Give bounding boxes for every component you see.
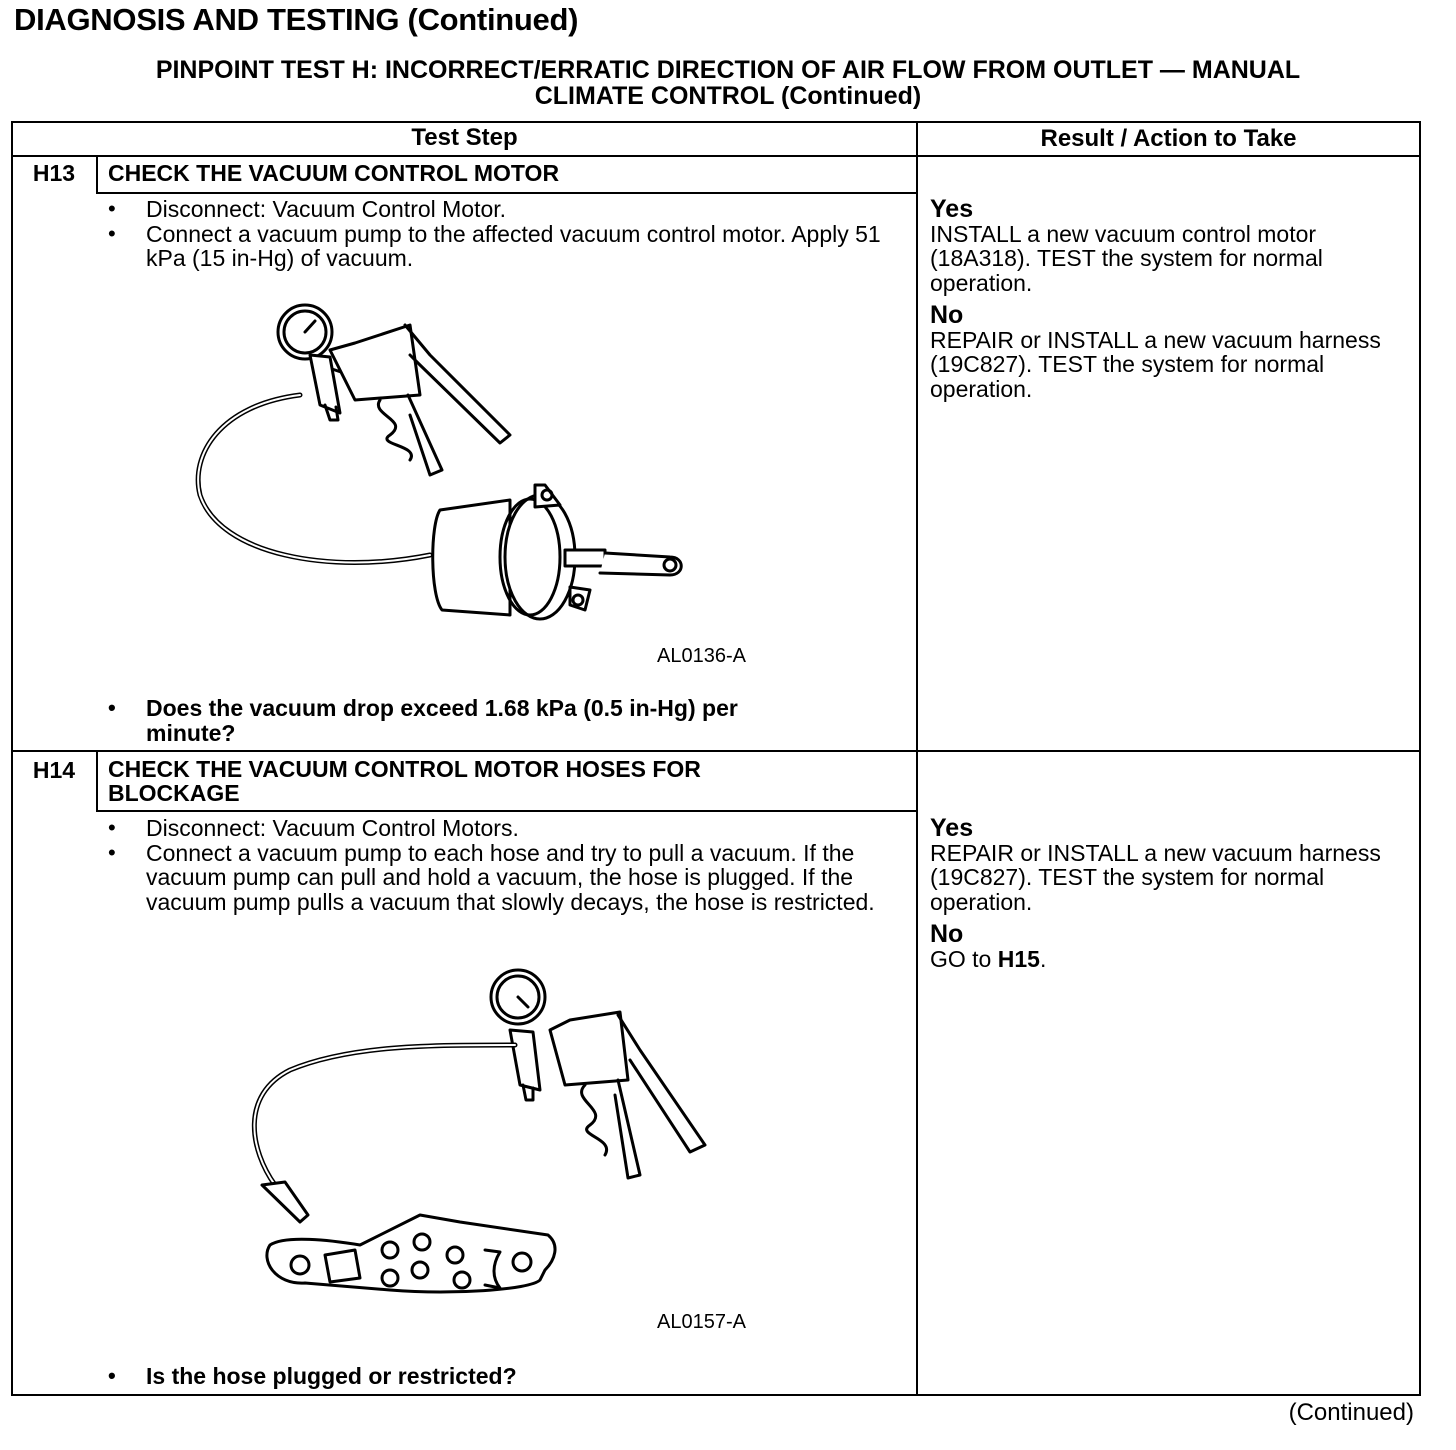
yes-action-text: INSTALL a new vacuum control motor (18A318). TEST the system for normal operation. bbox=[930, 220, 1323, 296]
column-header-test-step: Test Step bbox=[411, 124, 518, 151]
h14-id-divider bbox=[96, 750, 98, 811]
step-id-h13: H13 bbox=[32, 160, 76, 186]
list-item: • Disconnect: Vacuum Control Motors. bbox=[108, 816, 898, 841]
no-action-prefix: GO to bbox=[930, 945, 998, 972]
list-item: • Connect a vacuum pump to the affected vacuum control motor. Apply 51 kPa (15 in-Hg) of vacuum. bbox=[108, 222, 898, 271]
question-text: • Is the hose plugged or restricted? bbox=[108, 1364, 828, 1389]
step-id-h14: H14 bbox=[32, 757, 76, 783]
question-text: • Does the vacuum drop exceed 1.68 kPa (0.5 in-Hg) per minute? bbox=[108, 696, 828, 745]
step-title-h14: CHECK THE VACUUM CONTROL MOTOR HOSES FOR BLOCKAGE bbox=[108, 756, 701, 806]
yes-label: Yes bbox=[930, 814, 974, 842]
no-label: No bbox=[930, 301, 964, 329]
pinpoint-test-title bbox=[40, 57, 1416, 109]
pinpoint-test-title-line2: CLIMATE CONTROL (Continued) bbox=[534, 82, 922, 110]
no-action-text bbox=[930, 947, 1400, 972]
step-divider bbox=[11, 750, 1421, 752]
yes-label: Yes bbox=[930, 195, 974, 223]
continued-label: (Continued) bbox=[1288, 1399, 1414, 1426]
no-action-text: REPAIR or INSTALL a new vacuum harness (19C827). TEST the system for normal operation. bbox=[930, 326, 1381, 402]
header-row-divider bbox=[11, 155, 1421, 157]
pinpoint-test-title-line1: PINPOINT TEST H: INCORRECT/ERRATIC DIRECTION OF AIR FLOW FROM OUTLET — MANUAL bbox=[155, 56, 1301, 84]
goto-step-link: H15 bbox=[997, 945, 1040, 972]
figure-code-al0136: AL0136-A bbox=[657, 645, 746, 667]
h13-instructions bbox=[108, 197, 898, 271]
figure-code-al0157: AL0157-A bbox=[657, 1311, 746, 1333]
list-item: • Disconnect: Vacuum Control Motor. bbox=[108, 197, 898, 222]
h13-id-divider bbox=[96, 155, 98, 193]
page-title: DIAGNOSIS AND TESTING (Continued) bbox=[14, 2, 579, 37]
h13-result bbox=[930, 197, 1400, 401]
column-header-result: Result / Action to Take bbox=[1040, 125, 1297, 152]
h14-result bbox=[930, 816, 1400, 971]
h13-title-divider bbox=[96, 192, 917, 194]
h13-question bbox=[108, 696, 828, 745]
list-item: • Connect a vacuum pump to each hose and try to pull a vacuum. If the vacuum pump can pull and hold a vacuum, the hose is plugged. If the vacuum pump pulls a vacuum that slowly decays, the hose is restricted. bbox=[108, 841, 898, 915]
no-label: No bbox=[930, 920, 964, 948]
h14-question bbox=[108, 1364, 828, 1389]
no-action-suffix: . bbox=[1039, 945, 1047, 972]
step-title-h13: CHECK THE VACUUM CONTROL MOTOR bbox=[108, 160, 560, 186]
vacuum-pump-motor-illustration bbox=[180, 295, 720, 635]
h14-instructions bbox=[108, 816, 898, 914]
yes-action-text: REPAIR or INSTALL a new vacuum harness (19C827). TEST the system for normal operation. bbox=[930, 839, 1381, 915]
h14-title-divider bbox=[96, 810, 917, 812]
vacuum-pump-hose-illustration bbox=[230, 960, 730, 1300]
column-divider bbox=[916, 121, 918, 1396]
